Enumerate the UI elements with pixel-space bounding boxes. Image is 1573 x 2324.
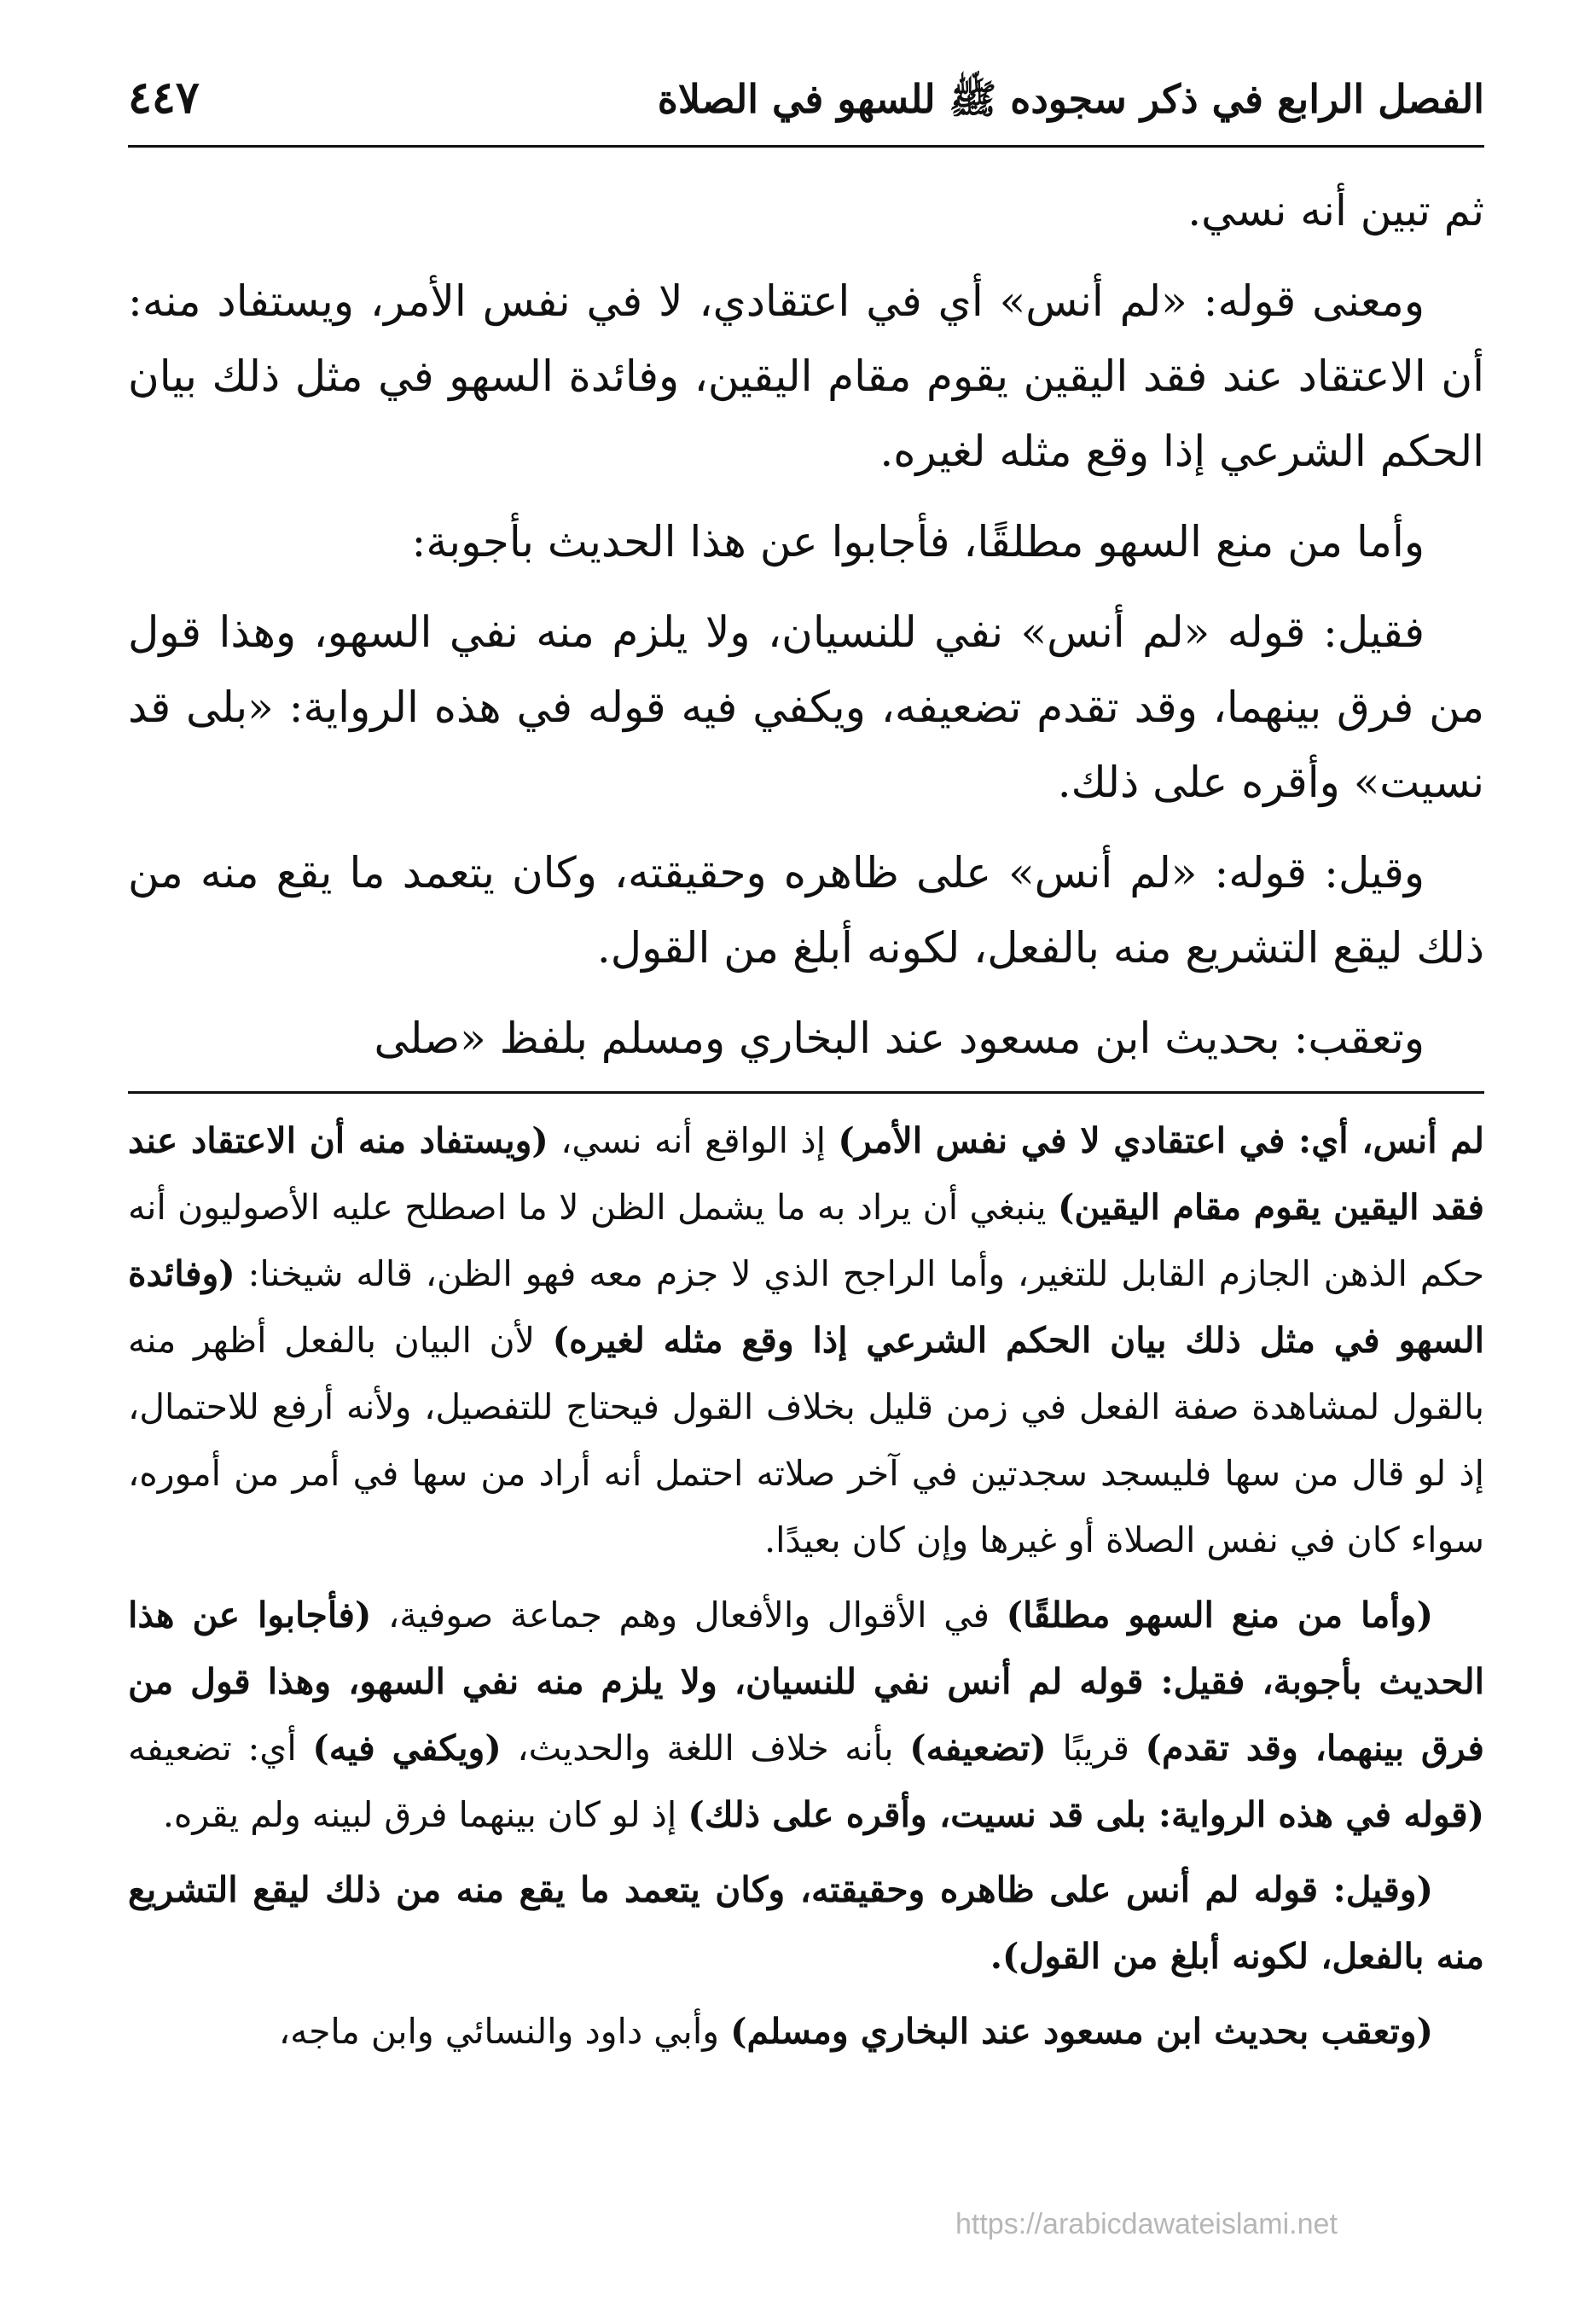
gloss: بأنه خلاف اللغة والحديث، [501, 1728, 910, 1769]
main-paragraph-1: ثم تبين أنه نسي. [1187, 186, 1484, 235]
quote: (وفائدة السهو في مثل ذلك بيان الحكم الشرعي إذا وقع مثله لغيره) [128, 1253, 1484, 1361]
main-text [128, 173, 1484, 1076]
quote: (وقيل: قوله لم أنس على ظاهره وحقيقته، وكان يتعمد ما يقع منه من ذلك ليقع التشريع منه بالفعل، لكونه أبلغ من القول). [128, 1869, 1484, 1977]
gloss: في الأقوال والأفعال وهم جماعة صوفية، [371, 1595, 1007, 1636]
commentary-paragraph-1 [128, 1107, 1484, 1573]
main-paragraph-4: فقيل: قوله «لم أنس» نفي للنسيان، ولا يلزم منه نفي السهو، وهذا قول من فرق بينهما، وقد تقدم تضعيفه، ويكفي فيه قوله في هذه الرواية: «بلى قد نسيت» وأقره على ذلك. [128, 607, 1484, 807]
gloss: إذ الواقع أنه نسي، [548, 1120, 839, 1161]
book-page [128, 68, 1484, 2252]
quote: (وأما من منع السهو مطلقًا) [1006, 1595, 1433, 1636]
watermark-url: https://arabicdawateislami.net [955, 2208, 1338, 2240]
main-paragraph-3: وأما من منع السهو مطلقًا، فأجابوا عن هذا الحديث بأجوبة: [411, 517, 1425, 566]
main-paragraph-5: وقيل: قوله: «لم أنس» على ظاهره وحقيقته، وكان يتعمد ما يقع منه من ذلك ليقع التشريع منه بالفعل، لكونه أبلغ من القول. [128, 848, 1484, 973]
chapter-title: الفصل الرابع في ذكر سجوده ﷺ للسهو في الصلاة [657, 76, 1484, 122]
commentary [128, 1107, 1484, 2065]
commentary-paragraph-3 [128, 1856, 1484, 1990]
gloss: قريبًا [1046, 1728, 1146, 1769]
gloss: أي: تضعيفه [128, 1728, 313, 1769]
quote: (ويكفي فيه) [312, 1728, 502, 1769]
quote: (ويستفاد منه أن الاعتقاد عند فقد اليقين يقوم مقام اليقين) [128, 1120, 1485, 1228]
main-paragraph-6: وتعقب: بحديث ابن مسعود عند البخاري ومسلم بلفظ «صلى [374, 1014, 1425, 1063]
page-number: ٤٤٧ [128, 72, 200, 124]
gloss: إذ لو كان بينهما فرق لبينه ولم يقره. [162, 1794, 688, 1835]
gloss: وأبي داود والنسائي وابن ماجه، [278, 2011, 731, 2052]
quote: لم أنس، أي: في اعتقادي لا في نفس الأمر) [838, 1120, 1485, 1161]
footnote-divider [128, 1091, 1484, 1094]
quote: (وتعقب بحديث ابن مسعود عند البخاري ومسلم) [730, 2011, 1433, 2052]
main-paragraph-2: ومعنى قوله: «لم أنس» أي في اعتقادي، لا في نفس الأمر، ويستفاد منه: أن الاعتقاد عند فقد اليقين يقوم مقام اليقين، وفائدة السهو في مثل ذلك بيان الحكم الشرعي إذا وقع مثله لغيره. [128, 276, 1484, 476]
commentary-paragraph-4 [128, 1998, 1484, 2065]
quote: (تضعيفه) [909, 1728, 1047, 1769]
page-header [128, 68, 1484, 148]
quote: (فأجابوا عن هذا الحديث بأجوبة، فقيل: قوله لم أنس نفي للنسيان، ولا يلزم منه نفي السهو، وهذا قول من فرق بينهما، وقد تقدم) [128, 1595, 1484, 1769]
commentary-paragraph-2 [128, 1582, 1484, 1848]
quote: (قوله في هذه الرواية: بلى قد نسيت، وأقره على ذلك) [688, 1794, 1484, 1835]
gloss: لأن البيان بالفعل أظهر منه بالقول لمشاهدة صفة الفعل في زمن قليل بخلاف القول فيحتاج للتفصيل، ولأنه أرفع للاحتمال، إذ لو قال من سها فليسجد سجدتين في آخر صلاته احتمل أنه أراد من سها في أمر من أموره، سواء كان في نفس الصلاة أو غيرها وإن كان بعيدًا. [128, 1320, 1484, 1560]
gloss: ينبغي أن يراد به ما يشمل الظن لا ما اصطلح عليه الأصوليون أنه حكم الذهن الجازم القابل للتغير، وأما الراجح الذي لا جزم معه فهو الظن، قاله شيخنا: [128, 1187, 1484, 1294]
